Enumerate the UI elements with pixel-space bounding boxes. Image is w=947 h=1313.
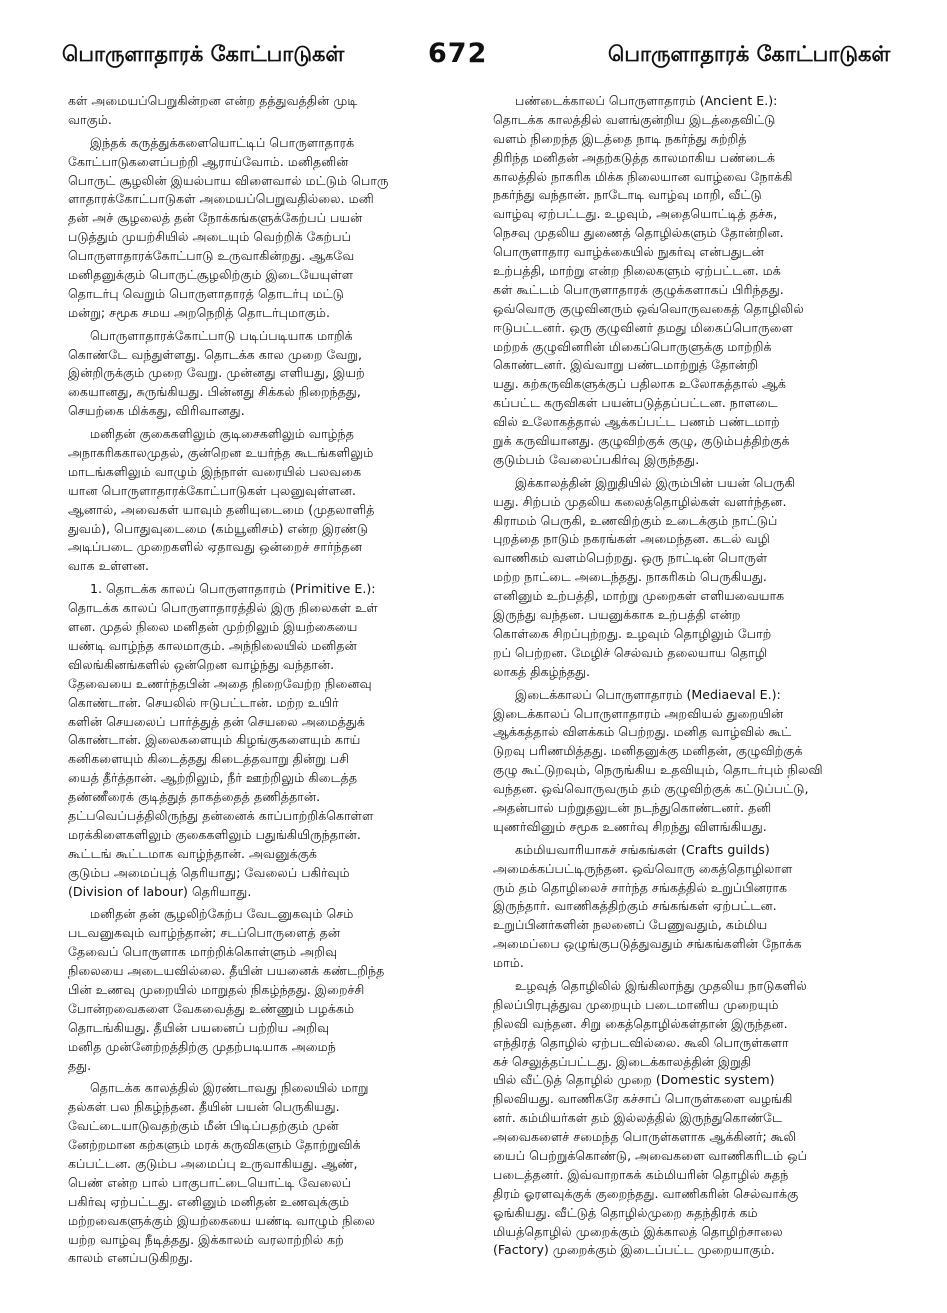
text-line: கையானது, சுருங்கியது. பின்னது சிக்கல் நிறைந்தது, [68, 384, 361, 400]
text-line: தொடக்க காலத்தில் இரண்டாவது நிலையில் மாறு [90, 1080, 369, 1096]
text-line: இருந்தார். வாணிகத்திற்கும் சங்கங்கள் ஏற்பட்டன. [493, 898, 777, 914]
text-line: றுக் கருவியானது. குழுவிற்குக் குழு, குடும்பத்திற்குக் [493, 433, 790, 449]
text-line: மரக்கிளைகளிலும் குகைகளிலும் பதுங்கியிருந்தான். [68, 826, 361, 842]
text-line: இன்றிருக்கும் முறை வேறு. முன்னது எளியது, இயற் [68, 365, 365, 381]
text-line: கொண்டே வந்துள்ளது. தொடக்க கால முறை வேறு, [68, 346, 362, 362]
paragraph [493, 686, 895, 837]
text-line: அநாகரிககாலமுதல், குன்றென உயர்ந்த கூடங்களிலும் [68, 445, 374, 461]
text-line: மற்றவைகளுக்கும் இயற்கையை யண்டி வாழும் நிலை [68, 1212, 376, 1228]
paragraph [68, 580, 472, 901]
text-line: வாணிகம் வளம்பெற்றது. ஒரு நாட்டின் பொருள் [493, 550, 768, 566]
text-line: டுறவு பரிணமித்தது. மனிதனுக்கு மனிதன், குழுவிற்குக் [493, 743, 803, 759]
text-line: (Division of labour) தெரியாது. [68, 883, 252, 899]
text-line: பொருளாதாரக்கோட்பாடு படிப்படியாக மாறிக் [90, 327, 353, 343]
text-line: தது. [68, 1057, 92, 1073]
text-line: ஓங்கியது. வீட்டுத் தொழில்முறை சுதந்திரக் கம் [493, 1204, 758, 1220]
text-line: யைப் பெற்றுக்கொண்டு, அவைகளை வாணிகரிடம் ஒப் [493, 1147, 808, 1163]
text-line: காலத்தில் நாகரிக மிக்க நிலையான வாழ்வை நோக்கி [493, 168, 793, 184]
text-line: கோட்பாடுகளைப்பற்றி ஆராய்வோம். மனிதனின் [68, 153, 349, 169]
text-line: இடைக்காலப் பொருளாதாரம் அறவியல் துறையின் [493, 705, 784, 721]
text-line: மனிதனுக்கும் பொருட்சூழலிற்கும் இடையேயுள்ள [68, 267, 354, 283]
text-line: மாம். [493, 955, 524, 971]
text-line: வாகும். [68, 111, 112, 127]
paragraph [68, 1079, 472, 1268]
text-line: உழவுத் தொழிலில் இங்கிலாந்து முதலிய நாடுகளில் [515, 977, 807, 993]
paragraph [68, 905, 472, 1075]
text-line: குழு கூட்டுறவும், நெருங்கிய உதவியும், தொடர்பும் நிலவி [493, 762, 823, 778]
text-line: நிலவி வந்தன. சிறு கைத்தொழில்கள்தான் இருந்தன. [493, 1015, 788, 1031]
text-line: வாக உள்ளன. [68, 558, 150, 574]
text-line: யது. சிற்பம் முதலிய கலைத்தொழில்கள் வளர்ந்தன. [493, 493, 787, 509]
text-line: படுத்தும் முயற்சியில் அடையும் வெற்றிக் கேற்பப் [68, 229, 351, 245]
paragraph [68, 425, 472, 576]
text-line: கொண்டனர். இவ்வாறு பண்டமாற்றுத் தோன்றி [493, 357, 758, 373]
text-line: கள் கூட்டம் பொருளாதாரக் குழுக்களாகப் பிரிந்தது. [493, 281, 784, 297]
text-line: பகிர்வு ஏற்பட்டது. எனினும் மனிதன் உணவுக்கும் [68, 1193, 350, 1209]
text-line: ளன. முதல் நிலை மனிதன் முற்றிலும் இயற்கையை [68, 619, 358, 635]
text-line: கூட்டங் கூட்டமாக வாழ்ந்தான். அவனுக்குக் [68, 845, 317, 861]
text-line: தொடர்பு வெறும் பொருளாதாரத் தொடர்பு மட்டு [68, 285, 344, 301]
text-line: காலம் எனப்படுகிறது. [68, 1250, 194, 1266]
text-line: களின் செயலைப் பார்த்துத் தன் செயலை அமைத்துக் [68, 713, 365, 729]
text-line: பொருட் சூழலின் இயல்பாய விளைவால் மட்டும் பொரு [68, 172, 389, 188]
text-line: னேற்றமான கற்களும் மரக் கருவிகளும் தோற்றுவிக் [68, 1137, 361, 1153]
text-line: ஈடுபட்டனர். ஒரு குழுவினர் தமது மிகைப்பொருளை [493, 319, 793, 335]
text-line: பெண் என்ற பால் பாகுபாட்டையொட்டி வேலைப் [68, 1174, 352, 1190]
text-line: தட்பவெப்பத்திலிருந்து தன்னைக் காப்பாற்றிக்கொள்ள [68, 807, 374, 823]
text-line: வில் உலோகத்தால் ஆக்கப்பட்ட பணம் பண்டமாற் [493, 414, 780, 430]
text-line: மற்ற நாட்டை அடைந்தது. நாகரிகம் பெருகியது. [493, 569, 767, 585]
text-line: நிலையை அடையவில்லை. தீயின் பயனைக் கண்டறிந்த [68, 963, 385, 979]
text-line: தண்ணீரைக் குடித்துத் தாகத்தைத் தணித்தான். [68, 789, 321, 805]
text-line: ளாதாரக்கோட்பாடுகள் அமையப்பெறுவதில்லை. மனி [68, 191, 374, 207]
running-title-right: பொருளாதாரக் கோட்பாடுகள் [608, 42, 891, 66]
text-line: இருந்து வந்தன. பயனுக்காக உற்பத்தி என்ற [493, 607, 741, 623]
text-line: தொடக்க காலத்தில் வளங்குன்றிய இடத்தைவிட்டு [493, 111, 776, 127]
text-line: கள் அமையப்பெறுகின்றன என்ற தத்துவத்தின் முடி [68, 93, 358, 108]
text-line: விலங்கினங்களில் ஒன்றென வாழ்ந்து வந்தான். [68, 656, 335, 672]
text-line: தொடக்க காலப் பொருளாதாரத்தில் இரு நிலைகள் உள் [68, 600, 378, 616]
text-line: இக்காலத்தின் இறுதியில் இரும்பின் பயன் பெருகி [515, 474, 795, 490]
text-line: வளம் நிறைந்த இடத்தை நாடி நகர்ந்து சுற்றித் [493, 130, 747, 146]
right-column [493, 92, 895, 1260]
text-line: துவம்), பொதுவுடைமை (கம்யூனிசம்) என்ற இரண்டு [68, 520, 369, 536]
text-line: செயற்கை மிக்கது, விரிவானது. [68, 403, 245, 419]
text-line: திரிந்த மனிதன் அதற்கடுத்த காலமாகிய பண்டைக் [493, 149, 776, 165]
text-line: றப் பெற்றன. மேழிச் செல்வம் தலையாய தொழி [493, 644, 768, 660]
text-line: நிலப்பிரபுத்துவ முறையும் படைமானிய முறையும் [493, 996, 779, 1012]
text-line: அமைப்பை ஒழுங்குபடுத்துவதும் சங்கங்களின் நோக்க [493, 936, 802, 952]
text-line: அடிப்படை முறைகளில் ஏதாவது ஒன்றைச் சார்ந்தன [68, 539, 363, 555]
text-line: யண்டி வாழ்ந்த காலமாகும். அந்நிலையில் மனிதன் [68, 637, 357, 653]
running-title-left: பொருளாதாரக் கோட்பாடுகள் [62, 42, 345, 66]
text-line: ஆக்கத்தால் விளக்கம் பெற்றது. மனித வாழ்வில் கூட் [493, 724, 792, 740]
text-line: 1. தொடக்க காலப் பொருளாதாரம் (Primitive E.): [90, 581, 376, 597]
text-line: யைத் தீர்த்தான். ஆற்றிலும், நீர் ஊற்றிலும் கிடைத்த [68, 770, 358, 786]
text-line: ஆனால், அவைகள் யாவும் தனியுடைமை (முதலாளித் [68, 501, 375, 517]
text-line: கனிகளையும் கிடைத்தது கிடைத்தவாறு தின்று பசி [68, 751, 350, 767]
text-line: யுணர்வினும் சமூக உணர்வு சிறந்து விளங்கியது. [493, 818, 767, 834]
text-line: கப்பட்டன. குடும்ப அமைப்பு உருவாகியது. ஆண், [68, 1155, 358, 1171]
text-line: திரம் ஓரளவுக்குக் குறைந்தது. வாணிகரின் செல்வாக்கு [493, 1185, 799, 1201]
text-line: போன்றவைகளை வேகவைத்து உண்ணும் பழக்கம் [68, 1000, 355, 1016]
text-line: தேவையை உணர்ந்தபின் அதை நிறைவேற்ற நினைவு [68, 675, 372, 691]
text-line: இடைக்காலப் பொருளாதாரம் (Mediaeval E.): [515, 686, 781, 702]
paragraph [493, 92, 895, 470]
text-line: மனிதன் குகைகளிலும் குடிசைகளிலும் வாழ்ந்த [90, 426, 354, 442]
text-line: மற்றக் குழுவினரின் மிகைப்பொருளுக்கு மாற்றிக் [493, 338, 772, 354]
text-line: யற்ற வாழ்வு நீடித்தது. இக்காலம் வரலாற்றில் கற் [68, 1231, 344, 1247]
text-line: லாகத் திகழ்ந்தது. [493, 663, 591, 679]
text-line: கொள்கை சிறப்புற்றது. உழவும் தொழிலும் போற் [493, 625, 772, 641]
text-line: நிலவியது. வாணிகரே கச்சாப் பொருள்களை வழங்கி [493, 1091, 793, 1107]
text-line: வேட்டையாடுவதற்கும் மீன் பிடிப்பதற்கும் முன் [68, 1118, 339, 1134]
paragraph [493, 977, 895, 1260]
text-line: வாழ்வு ஏற்பட்டது. உழவும், அதையொட்டித் தச்சு, [493, 206, 778, 222]
text-line: கொண்டான். செயலில் ஈடுபட்டான். மற்ற உயிர் [68, 694, 339, 710]
text-line: மாடங்களிலும் வாழும் இந்நாள் வரையில் பலவகை [68, 463, 362, 479]
text-line: இந்தக் கருத்துக்களையொட்டிப் பொருளாதாரக் [90, 134, 355, 150]
text-line: நெசவு முதலிய துணைத் தொழில்களும் தோன்றின. [493, 225, 784, 241]
paragraph [68, 92, 472, 130]
text-line: எனினும் உற்பத்தி, மாற்று முறைகள் எளியவையாக [493, 588, 785, 604]
text-line: அதன்பால் பற்றுதலுடன் நடந்துகொண்டனர். தனி [493, 799, 772, 815]
text-line: கிராமம் பெருகி, உணவிற்கும் உடைக்கும் நாட்டுப் [493, 512, 778, 528]
paragraph [68, 134, 472, 323]
text-line: தேவைப் பொருளாக மாற்றிக்கொள்ளும் அறிவு [68, 944, 338, 960]
text-line: பின் உணவு முறையில் மாறுதல் நிகழ்ந்தது. இறைச்சி [68, 981, 365, 997]
text-line: யது. கற்கருவிகளுக்குப் பதிலாக உலோகத்தால் ஆக் [493, 376, 786, 392]
text-line: குடும்பம் வேலைப்பகிர்வு இருந்தது. [493, 451, 700, 467]
text-line: பொருளாதாரக்கோட்பாடு உருவாகின்றது. ஆகவே [68, 248, 355, 264]
text-line: (Factory) முறைக்கும் இடைப்பட்ட முறையாகும். [493, 1242, 775, 1258]
text-line: தன் அச் சூழலைத் தன் நோக்கங்களுக்கேற்பப் பயன் [68, 210, 363, 226]
text-line: குடும்ப அமைப்புத் தெரியாது; வேலைப் பகிர்வும் [68, 864, 350, 880]
text-line: தொடங்கியது. தீயின் பயனைப் பற்றிய அறிவு [68, 1019, 330, 1035]
text-line: யில் வீட்டுத் தொழில் முறை (Domestic system) [493, 1072, 775, 1088]
text-line: மியத்தொழில் முறைக்கும் இக்காலத் தொழிற்சாலை [493, 1223, 783, 1239]
text-line: ஒவ்வொரு குழுவினரும் ஒவ்வொருவகைத் தொழிலில் [493, 300, 804, 316]
text-line: னர். கம்மியர்கள் தம் இல்லத்தில் இருந்துகொண்டே [493, 1110, 783, 1126]
text-line: கொண்டான். இலைகளையும் கிழங்குகளையும் காய் [68, 732, 361, 748]
text-line: நகர்ந்து வந்தான். நாடோடி வாழ்வு மாறி, வீட்டு [493, 187, 762, 203]
paragraph [68, 327, 472, 421]
text-line: புறத்தை நாடும் நகரங்கள் அமைந்தன. கடல் வழி [493, 531, 770, 547]
text-line: படைத்தனர். இவ்வாறாகக் கம்மியரின் தொழில் சுதந் [493, 1166, 789, 1182]
text-line: உறுப்பினர்களின் நலனைப் பேணுவதும், கம்மிய [493, 917, 768, 933]
text-line: கப்பட்ட கருவிகள் பயன்படுத்தப்பட்டன. நாளடை [493, 395, 778, 411]
text-line: பொருளாதார வாழ்க்கையில் நுகர்வு என்பதுடன் [493, 244, 764, 260]
text-line: பண்டைக்காலப் பொருளாதாரம் (Ancient E.): [515, 93, 778, 108]
text-line: மன்று; சமூக சமய அறநெறித் தொடர்புமாகும். [68, 304, 331, 320]
text-line: மனிதன் தன் சூழலிற்கேற்ப வேடனுகவும் செம் [90, 906, 354, 922]
text-line: அவைகளைச் சமைந்த பொருள்களாக ஆக்கினர்; கூலி [493, 1129, 797, 1145]
paragraph [493, 474, 895, 682]
text-line: அமைக்கப்பட்டிருந்தன. ஒவ்வொரு கைத்தொழிலாள [493, 860, 793, 876]
text-line: வந்தன. ஒவ்வொருவரும் தம் குழுவிற்குக் கட்டுப்பட்டு, [493, 781, 809, 797]
text-line: கச் செலுத்தப்பட்டது. இடைக்காலத்தின் இறுதி [493, 1053, 752, 1069]
left-column [68, 92, 472, 1268]
text-line: படவனுகவும் வாழ்ந்தான்; சடப்பொருளைத் தன் [68, 925, 341, 941]
page-header [0, 0, 947, 80]
text-line: தல்கள் பல நிகழ்ந்தன. தீயின் பயன் பெருகியது. [68, 1099, 340, 1115]
text-line: மனித முன்னேற்றத்திற்கு முதற்படியாக அமைந் [68, 1038, 336, 1054]
paragraph [493, 841, 895, 973]
page-number: 672 [428, 38, 488, 69]
text-line: ரும் தம் தொழிலைச் சார்ந்த சங்கத்தில் உறுப்பினராக [493, 879, 788, 895]
text-line: கம்மியவாரியாகச் சங்கங்கள் (Crafts guilds) [515, 841, 770, 857]
text-line: யான பொருளாதாரக்கோட்பாடுகள் புலனுவுள்ளன. [68, 482, 356, 498]
text-line: உற்பத்தி, மாற்று என்ற நிலைகளும் ஏற்பட்டன. மக் [493, 263, 781, 279]
text-line: எந்திரத் தொழில் ஏற்படவில்லை. கூலி பொருள்களா [493, 1034, 789, 1050]
